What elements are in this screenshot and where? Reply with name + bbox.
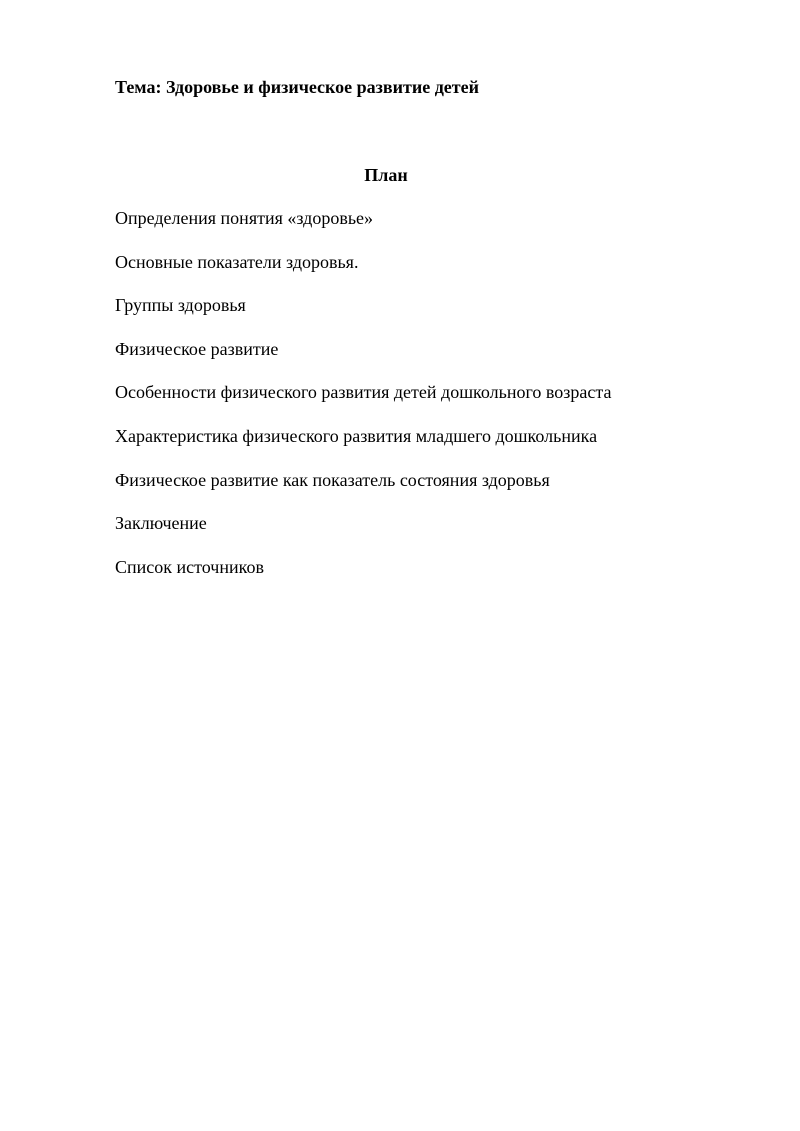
plan-item-health-groups: Группы здоровья (115, 295, 246, 316)
plan-heading: План (364, 165, 408, 185)
plan-item-definition: Определения понятия «здоровье» (115, 208, 374, 228)
document-topic: Тема: Здоровье и физическое развитие детей (115, 77, 479, 97)
plan-item-junior-preschooler: Характеристика физического развития младшего дошкольника (115, 425, 598, 446)
plan-item-physical-development: Физическое развитие (115, 338, 279, 359)
plan-item-preschool-features: Особенности физического развития детей дошкольного возраста (115, 382, 612, 403)
plan-item-development-as-indicator: Физическое развитие как показатель состояния здоровья (115, 469, 550, 490)
plan-list (115, 207, 611, 599)
plan-item-health-indicators: Основные показатели здоровья. (115, 251, 359, 272)
plan-item-sources: Список источников (115, 556, 264, 577)
plan-item-conclusion: Заключение (115, 513, 207, 534)
